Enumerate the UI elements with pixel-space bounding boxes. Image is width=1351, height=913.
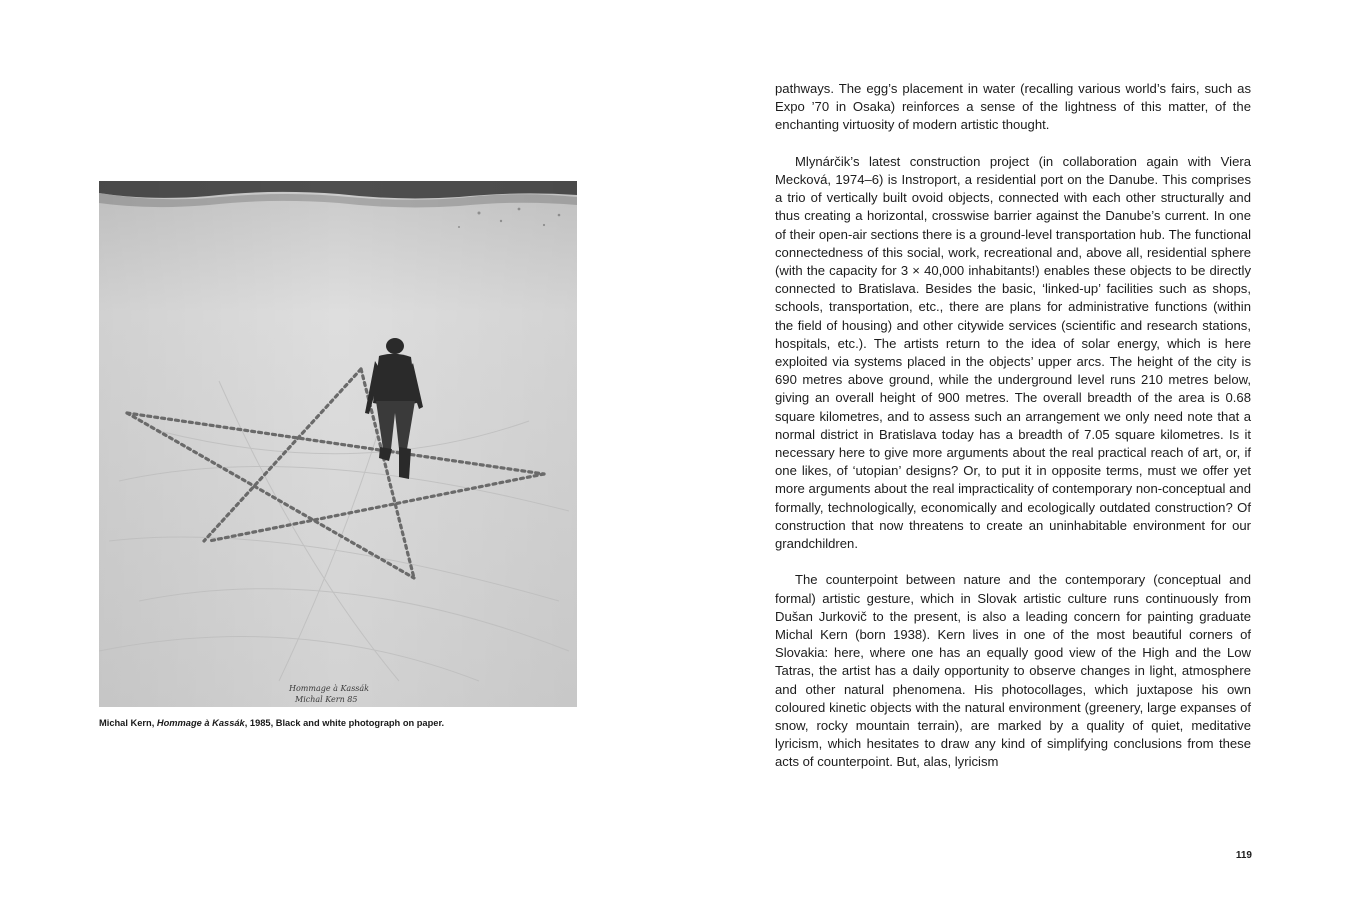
caption-author: Michal Kern, [99,718,157,728]
caption-title: Hommage à Kassák [156,718,245,728]
paragraph-1: pathways. The egg’s placement in water (recalling various world’s fairs, such as Expo ’70 in Osaka) reinforces a sense of the lightness of this matter, of the enchanting virtuosity of modern artistic thought. [775,81,1251,133]
body-text [775,80,1251,772]
page-number: 119 [1235,850,1252,861]
figure-caption [99,717,579,729]
paragraph-2: Mlynárčik’s latest construction project (in collaboration again with Viera Mecková, 1974–6) is Instroport, a residential port on the Danube. This comprises a trio of vertically built ovoid objects, connected with each other structurally and thus creating a horizontal, crosswise barrier against the Danube’s current. In one of their open-air sections there is a ground-level transportation hub. The functional connectedness of this social, work, recreational and, above all, residential sphere (with the capacity for 3 × 40,000 inhabitants!) enables these objects to be directly connected to Bratislava. Besides the basic, ‘linked-up’ facilities such as shops, schools, transportation, etc., there are plans for administrative functions (within the field of housing) and other citywide services (scientific and research stations, hospitals, etc.). The artists return to the idea of solar energy, which is here exploited via systems placed in the objects’ upper arcs. The height of the city is 690 metres above ground, while the underground level runs 210 metres below, giving an overall height of 900 metres. The overall breadth of the area is 0.68 square kilometres, and to assess such an arrangement we only need note that a normal district in Bratislava today has a breadth of 7.05 square kilometres. Is it necessary here to give more arguments about the real practical reach of art, or, if one likes, of ‘utopian’ designs? Or, to put it in opposite terms, must we offer yet more arguments about the real impracticality of contemporary non-conceptual and formally, technologically, economically and ecologically outdated construction? Of construction that now threatens to create an uninhabitable environment for our grandchildren. [775,153,1251,552]
inscription-line-2: Michal Kern 85 [295,695,358,704]
paragraph-3: The counterpoint between nature and the contemporary (conceptual and formal) artistic gesture, which in Slovak artistic culture runs continuously from Dušan Jurkovič to the present, is also a leading concern for painting graduate Michal Kern (born 1938). Kern lives in one of the most beautiful corners of Slovakia: here, where one has an equally good view of the High and the Low Tatras, the artist has a daily opportunity to observe changes in light, atmosphere and other natural phenomena. His photocollages, which juxtapose his own coloured kinetic objects with the natural environment (greenery, large expanses of snow, rocky mountain terrain), are marked by a quality of quiet, meditative lyricism, which hesitates to draw any kind of simplifying conclusions from these acts of counterpoint. But, alas, lyricism [775,572,1251,770]
caption-details: , 1985, Black and white photograph on paper. [244,718,445,728]
photograph-hommage-a-kassak [99,181,577,707]
inscription-line-1: Hommage à Kassák [289,684,370,693]
